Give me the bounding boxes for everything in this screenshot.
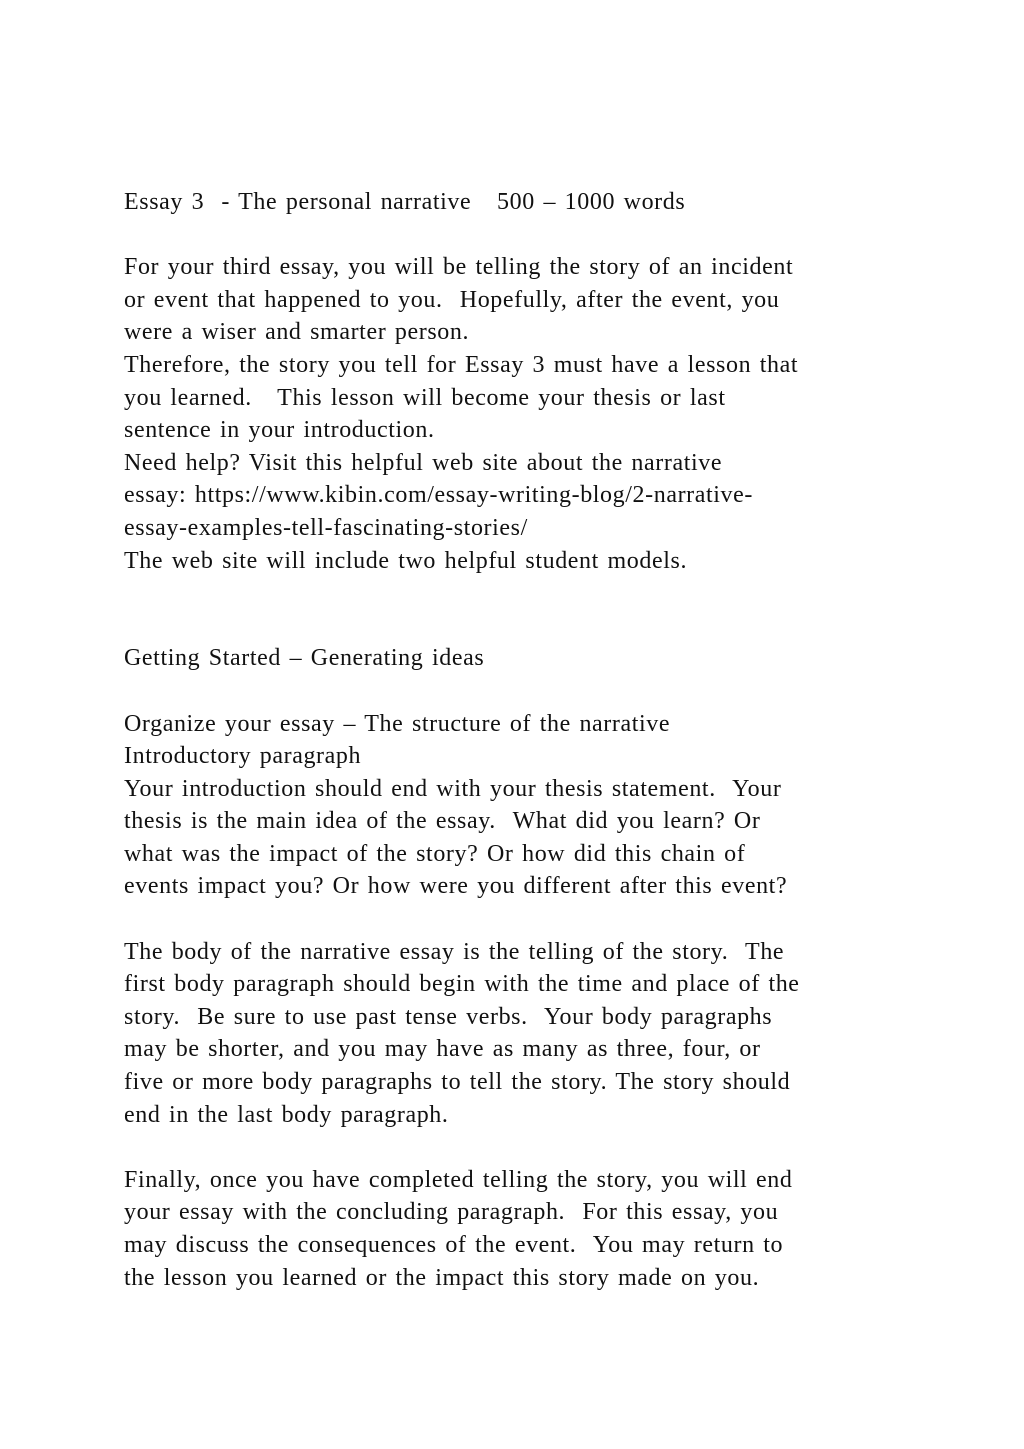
guidance-line: your essay with the concluding paragraph. For this essay, you: [124, 1199, 779, 1226]
intro-paragraph-label: Introductory paragraph: [124, 743, 362, 770]
intro-line: were a wiser and smarter person.: [124, 319, 470, 346]
guidance-line: first body paragraph should begin with the time and place of the: [124, 971, 800, 998]
conclusion-guidance: [124, 1164, 904, 1294]
guidance-line: end in the last body paragraph.: [124, 1101, 449, 1128]
guidance-line: Your introduction should end with your thesis statement. Your: [124, 775, 782, 802]
spacer: [124, 675, 904, 708]
guidance-line: Finally, once you have completed telling the story, you will end: [124, 1166, 793, 1193]
guidance-line: what was the impact of the story? Or how did this chain of: [124, 840, 746, 867]
guidance-line: story. Be sure to use past tense verbs. Your body paragraphs: [124, 1003, 773, 1030]
guidance-line: may be shorter, and you may have as many as three, four, or: [124, 1036, 761, 1063]
spacer: [124, 903, 904, 936]
guidance-line: five or more body paragraphs to tell the story. The story should: [124, 1069, 791, 1096]
intro-line: or event that happened to you. Hopefully, after the event, you: [124, 286, 780, 313]
body-paragraph-guidance: [124, 936, 904, 1132]
spacer: [124, 219, 904, 252]
intro-line: The web site will include two helpful student models.: [124, 547, 688, 574]
intro-line: sentence in your introduction.: [124, 417, 435, 444]
document-page: [124, 186, 904, 1294]
intro-line: For your third essay, you will be telling the story of an incident: [124, 254, 794, 281]
intro-line: Need help? Visit this helpful web site about the narrative: [124, 449, 723, 476]
section-heading: Getting Started – Generating ideas: [124, 645, 485, 672]
intro-line: Therefore, the story you tell for Essay 3 must have a lesson that: [124, 351, 799, 378]
guidance-line: The body of the narrative essay is the telling of the story. The: [124, 938, 785, 965]
guidance-line: may discuss the consequences of the event. You may return to: [124, 1232, 784, 1258]
intro-line-url: essay-examples-tell-fascinating-stories/: [124, 514, 528, 541]
intro-paragraph-guidance: [124, 773, 904, 903]
organize-heading: Organize your essay – The structure of the narrative: [124, 710, 671, 737]
guidance-line: the lesson you learned or the impact this story made on you.: [124, 1264, 760, 1291]
assignment-intro: [124, 251, 904, 577]
guidance-line: thesis is the main idea of the essay. What did you learn? Or: [124, 808, 761, 835]
spacer: [124, 577, 904, 642]
guidance-line: events impact you? Or how were you different after this event?: [124, 873, 788, 900]
essay-title: Essay 3 - The personal narrative 500 – 1000 words: [124, 189, 686, 215]
spacer: [124, 1131, 904, 1164]
intro-line: you learned. This lesson will become your thesis or last: [124, 384, 726, 411]
intro-line-url: essay: https://www.kibin.com/essay-writing-blog/2-narrative-: [124, 482, 753, 509]
